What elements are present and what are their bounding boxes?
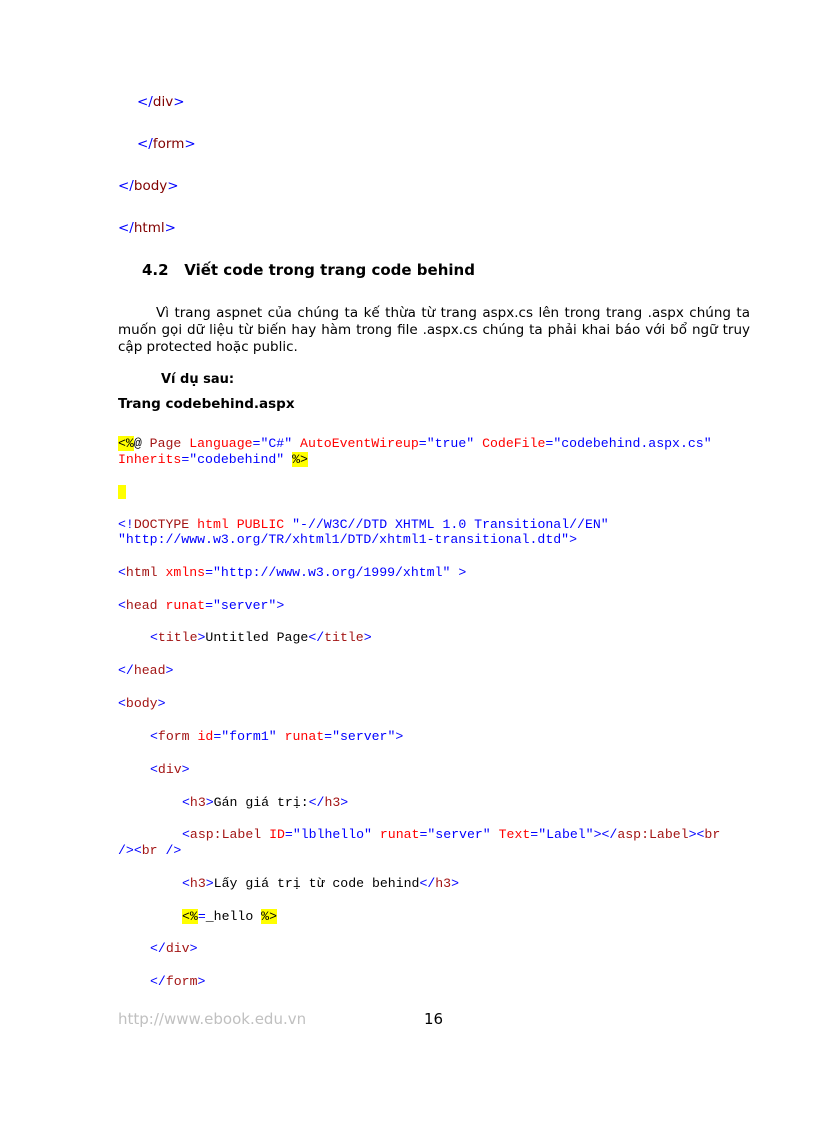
code-h3-first: <h3>Gán giá trị:</h3> [182,795,349,810]
code-div-close: </div> [150,941,198,956]
code-html-open: <html xmlns="http://www.w3.org/1999/xhtml" > [118,565,467,580]
section-number: 4.2 [142,261,169,279]
code-head-close: </head> [118,663,174,678]
highlight-marker [118,485,126,499]
code-head-open: <head runat="server"> [118,598,285,613]
closing-form-tag: </form> [137,136,196,152]
code-directive-line-2: Inherits="codebehind" %> [118,452,308,467]
code-div-open: <div> [150,762,190,777]
code-h3-second: <h3>Lấy giá trị từ code behind</h3> [182,876,460,891]
code-title-line: <title>Untitled Page</title> [150,630,372,645]
closing-html-tag: </html> [118,220,176,236]
code-body-open: <body> [118,696,166,711]
code-doctype-line-1: <!DOCTYPE html PUBLIC "-//W3C//DTD XHTML 1.0 Transitional//EN" [118,517,609,532]
section-title: Viết code trong trang code behind [184,261,475,279]
page-number: 16 [424,1010,444,1028]
code-form-close: </form> [150,974,206,989]
code-label-line-2: /><br /> [118,843,182,858]
section-heading [142,261,475,279]
closing-body-tag: </body> [118,178,179,194]
footer-url[interactable]: http://www.ebook.edu.vn [118,1010,307,1028]
example-label: Ví dụ sau: [161,372,235,387]
code-expression: <%=_hello %> [182,909,277,924]
code-label-line-1: <asp:Label ID="lblhello" runat="server" Text="Label"></asp:Label><br [182,827,721,842]
page-subtitle: Trang codebehind.aspx [118,396,295,412]
code-form-open: <form id="form1" runat="server"> [150,729,404,744]
closing-div-tag: </div> [137,94,185,110]
body-paragraph: Vì trang aspnet của chúng ta kế thừa từ trang aspx.cs lên trong trang .aspx chúng ta muốn gọi dữ liệu từ biến hay hàm trong file .aspx.cs chúng ta phải khai báo với bổ ngữ truy cập protected hoặc public. [118,305,750,355]
code-doctype-line-2: "http://www.w3.org/TR/xhtml1/DTD/xhtml1-transitional.dtd"> [118,532,578,547]
code-directive-line-1: <%@ Page Language="C#" AutoEventWireup="true" CodeFile="codebehind.aspx.cs" [118,436,712,451]
